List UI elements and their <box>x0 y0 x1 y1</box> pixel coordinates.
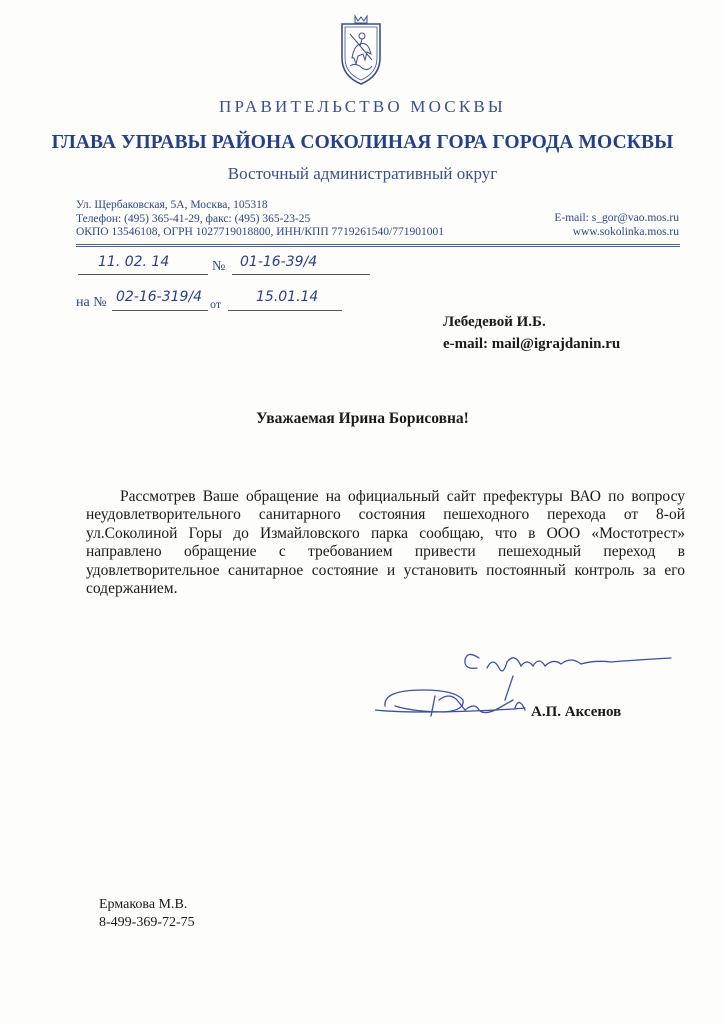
outgoing-date: 11. 02. 14 <box>98 254 170 270</box>
executor <box>99 896 195 932</box>
email: E-mail: s_gor@vao.mos.ru <box>554 212 679 224</box>
reply-number: 02-16-319/4 <box>116 289 203 305</box>
moscow-coat-of-arms-icon <box>336 14 386 86</box>
website: www.sokolinka.mos.ru <box>572 225 679 238</box>
from-label: от <box>210 297 222 311</box>
letterhead-divider <box>76 244 680 247</box>
number-label: № <box>212 259 226 274</box>
reply-date: 15.01.14 <box>256 289 319 305</box>
number-underline <box>232 274 370 275</box>
registry-codes: ОКПО 13546108, ОГРН 1027719018800, ИНН/КПП 7719261540/771901001 <box>76 226 444 238</box>
salutation: Уважаемая Ирина Борисовна! <box>256 410 469 427</box>
letter-body: Рассмотрев Ваше обращение на официальный сайт префектуры ВАО по вопросу неудовлетворительного санитарного состояния пешеходного перехода от 8-ой ул.Соколиной Горы до Измайловского парка сообщаю, что в ООО «Мостотрест» направлено обращение с требованием привести пешеходный переход в удовлетворительное санитарное состояние и установить постоянный контроль за его содержанием. <box>86 488 685 598</box>
contacts-left <box>76 199 444 240</box>
executor-phone: 8-499-369-72-75 <box>99 915 195 930</box>
head-title: ГЛАВА УПРАВЫ РАЙОНА СОКОЛИНАЯ ГОРА ГОРОДА МОСКВЫ <box>51 132 674 153</box>
recipient-email: e-mail: mail@igrajdanin.ru <box>443 336 621 352</box>
handwritten-signature <box>375 640 675 730</box>
executor-name: Ермакова М.В. <box>99 897 188 912</box>
outgoing-number: 01-16-39/4 <box>240 254 318 270</box>
phone-fax: Телефон: (495) 365-41-29, факс: (495) 365-23-25 <box>76 212 311 225</box>
government-title: ПРАВИТЕЛЬСТВО МОСКВЫ <box>219 97 506 116</box>
signatory-name: А.П. Аксенов <box>531 704 622 720</box>
reply-label: на № <box>76 295 107 310</box>
address: Ул. Щербаковская, 5А, Москва, 105318 <box>76 199 268 211</box>
district-name: Восточный административный округ <box>227 164 498 183</box>
date-underline <box>78 274 208 275</box>
contacts-right <box>554 212 679 239</box>
recipient <box>443 311 620 355</box>
reply-date-underline <box>228 310 342 311</box>
reply-number-underline <box>112 310 208 311</box>
recipient-name: Лебедевой И.Б. <box>443 314 546 330</box>
